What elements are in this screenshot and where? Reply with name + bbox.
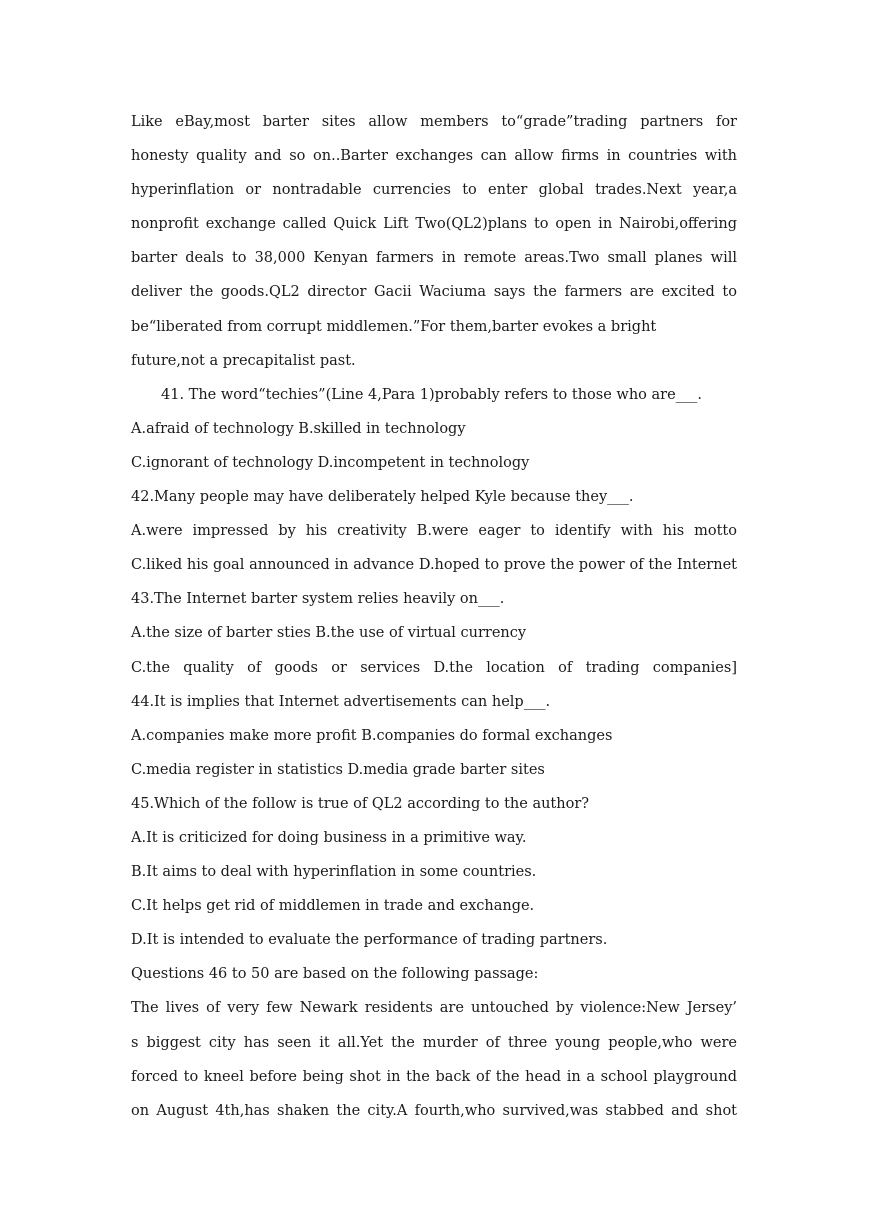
text-line: 41. The word“techies”(Line 4,Para 1)probably refers to those who are___.: [161, 386, 703, 403]
text-line: A.were impressed by his creativity B.were eager to identify with his motto: [131, 523, 737, 540]
text-line: B.It aims to deal with hyperinflation in some countries.: [131, 864, 537, 881]
text-line: honesty quality and so on..Barter exchanges can allow firms in countries with: [131, 148, 737, 165]
document-body: [131, 112, 737, 1135]
text-line: 42.Many people may have deliberately helped Kyle because they___.: [131, 489, 634, 506]
text-line: 45.Which of the follow is true of QL2 according to the author?: [131, 795, 590, 812]
text-line: s biggest city has seen it all.Yet the murder of three young people,who were: [131, 1034, 737, 1051]
text-line: C.ignorant of technology D.incompetent in technology: [131, 454, 530, 471]
text-line: C.liked his goal announced in advance D.hoped to prove the power of the Internet: [131, 557, 737, 574]
text-line: Like eBay,most barter sites allow members to“grade”trading partners for: [131, 114, 737, 130]
text-line: A.afraid of technology B.skilled in technology: [131, 420, 466, 437]
text-line: D.It is intended to evaluate the performance of trading partners.: [131, 932, 608, 949]
text-line: on August 4th,has shaken the city.A fourth,who survived,was stabbed and shot: [131, 1102, 737, 1119]
text-line: Questions 46 to 50 are based on the following passage:: [131, 966, 539, 983]
text-line: barter deals to 38,000 Kenyan farmers in remote areas.Two small planes will: [131, 250, 737, 267]
text-line: 44.It is implies that Internet advertisements can help___.: [131, 693, 551, 710]
text-line: future,not a precapitalist past.: [131, 352, 356, 369]
text-line: hyperinflation or nontradable currencies to enter global trades.Next year,a: [131, 182, 737, 199]
text-line: A.It is criticized for doing business in a primitive way.: [131, 829, 527, 846]
text-line: 43.The Internet barter system relies heavily on___.: [131, 591, 505, 608]
text-line: A.companies make more profit B.companies do formal exchanges: [131, 727, 613, 744]
text-line: be“liberated from corrupt middlemen.”For them,barter evokes a bright: [131, 318, 657, 335]
text-line: deliver the goods.QL2 director Gacii Waciuma says the farmers are excited to: [131, 284, 737, 301]
text-line: C.media register in statistics D.media grade barter sites: [131, 761, 545, 778]
text-line: The lives of very few Newark residents are untouched by violence:New Jersey’: [131, 1000, 737, 1017]
text-line: forced to kneel before being shot in the back of the head in a school playground: [131, 1068, 737, 1085]
text-line: C.the quality of goods or services D.the location of trading companies]: [131, 659, 737, 676]
text-line: nonprofit exchange called Quick Lift Two(QL2)plans to open in Nairobi,offering: [131, 216, 737, 233]
text-line: C.It helps get rid of middlemen in trade and exchange.: [131, 898, 535, 915]
text-line: A.the size of barter sties B.the use of virtual currency: [131, 625, 527, 642]
